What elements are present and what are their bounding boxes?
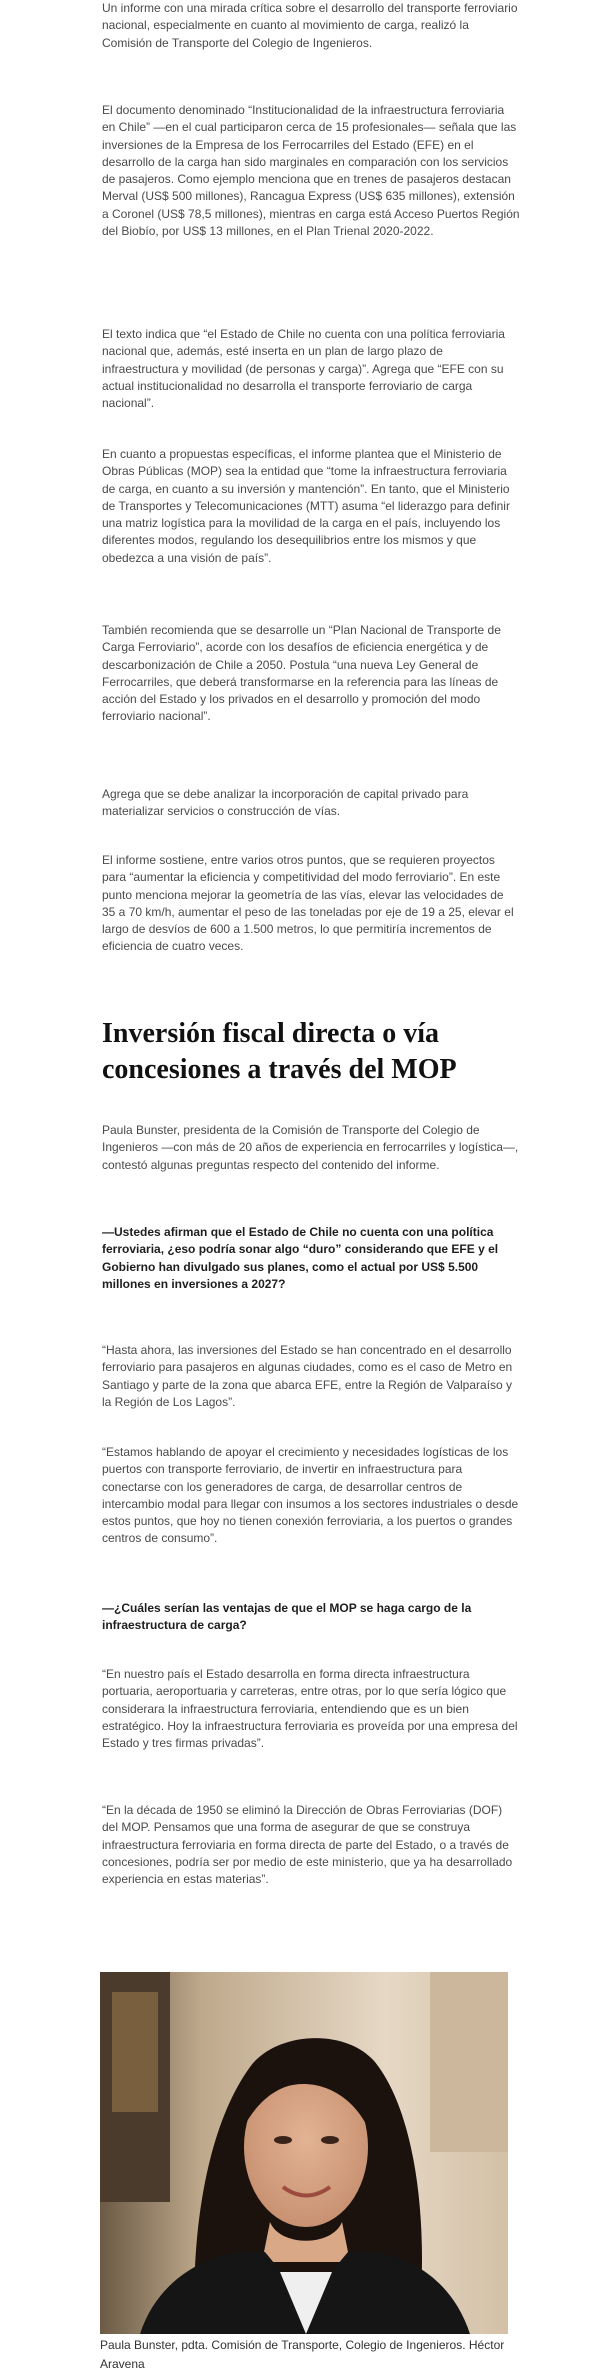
question-2: —¿Cuáles serían las ventajas de que el MOP se haga cargo de la infraestructura de carga? xyxy=(102,1601,472,1633)
answer-1b: “Estamos hablando de apoyar el crecimiento y necesidades logísticas de los puertos con transporte ferroviario, de invertir en infraestructura para conectarse con los generadores de carga, de desarrollar centros de intercambio modal para llegar con insumos a los sectores industriales o desde estos puntos, que hoy no tienen conexión ferroviaria, a los puertos o grandes centros de consumo”. xyxy=(102,1445,519,1546)
portrait-illustration xyxy=(100,1972,508,2334)
answer-1a: “Hasta ahora, las inversiones del Estado se han concentrado en el desarrollo ferroviario para pasajeros en algunas ciudades, como es el caso de Metro en Santiago y parte de la zona que abarca EFE, entre la Región de Valparaíso y la Región de Los Lagos”. xyxy=(102,1343,513,1409)
interview-intro: Paula Bunster, presidenta de la Comisión de Transporte del Colegio de Ingenieros —con más de 20 años de experiencia en ferrocarriles y logística—, contestó algunas preguntas respecto del contenido del informe. xyxy=(102,1123,519,1172)
intro-paragraph-1: Un informe con una mirada crítica sobre el desarrollo del transporte ferroviario nacional, especialmente en cuanto al movimiento de carga, realizó la Comisión de Transporte del Colegio de Ingenieros. xyxy=(102,1,518,50)
intro-paragraph-3: El texto indica que “el Estado de Chile no cuenta con una política ferroviaria nacional que, además, esté inserta en un plan de largo plazo de infraestructura y movilidad (de personas y carga)”. Agrega que “EFE con su actual institucionalidad no desarrolla el transporte ferroviario de carga nacional”. xyxy=(102,327,505,411)
intro-paragraph-7: El informe sostiene, entre varios otros puntos, que se requieren proyectos para “aumentar la eficiencia y competitividad del modo ferroviario”. En este punto menciona mejorar la geometría de las vías, elevar las velocidades de 35 a 70 km/h, aumentar el peso de las toneladas por eje de 19 a 25, elevar el largo de desvíos de 600 a 1.500 metros, lo que permitiría incrementos de eficiencia de cuatro veces. xyxy=(102,853,514,954)
section-heading: Inversión fiscal directa o vía concesiones a través del MOP xyxy=(102,1018,457,1085)
portrait-photo xyxy=(100,1972,508,2334)
answer-2a: “En nuestro país el Estado desarrolla en forma directa infraestructura portuaria, aeroportuaria y carreteras, entre otras, por lo que sería lógico que considerara la infraestructura ferroviaria, entendiendo que es un bien estratégico. Hoy la infraestructura ferroviaria es proveída por una empresa del Estado y tres firmas privadas”. xyxy=(102,1667,518,1751)
question-1: —Ustedes afirman que el Estado de Chile no cuenta con una política ferroviaria, ¿eso podría sonar algo “duro” considerando que EFE y el Gobierno han divulgado sus planes, como el actual por US$ 5.500 millones en inversiones a 2027? xyxy=(102,1225,499,1291)
intro-paragraph-4: En cuanto a propuestas específicas, el informe plantea que el Ministerio de Obras Públicas (MOP) sea la entidad que “tome la infraestructura ferroviaria de carga, en cuanto a su inversión y mantención”. En tanto, que el Ministerio de Transportes y Telecomunicaciones (MTT) asuma “el liderazgo para definir una matriz logística para la movilidad de la carga en el país, incluyendo los diferentes modos, regulando los desequilibrios entre los mismos y que obedezca a una visión de país”. xyxy=(102,447,510,565)
intro-paragraph-5: También recomienda que se desarrolle un “Plan Nacional de Transporte de Carga Ferroviario”, acorde con los desafíos de eficiencia energética y de descarbonización de Chile a 2050. Postula “una nueva Ley General de Ferrocarriles, que deberá transformarse en la referencia para las líneas de acción del Estado y los privados en el desarrollo y promoción del modo ferroviario nacional”. xyxy=(102,623,501,724)
answer-2b: “En la década de 1950 se eliminó la Dirección de Obras Ferroviarias (DOF) del MOP. Pensamos que una forma de asegurar de que se construya infraestructura ferroviaria en forma directa de parte del Estado, o a través de concesiones, podría ser por medio de este ministerio, que ya ha desarrollado experiencia en estas materias”. xyxy=(102,1803,513,1887)
intro-paragraph-6: Agrega que se debe analizar la incorporación de capital privado para materializar servicios o construcción de vías. xyxy=(102,787,469,819)
intro-paragraph-2: El documento denominado “Institucionalidad de la infraestructura ferroviaria en Chile” —en el cual participaron cerca de 15 profesionales— señala que las inversiones de la Empresa de los Ferrocarriles del Estado (EFE) en el desarrollo de la carga han sido marginales en comparación con los servicios de pasajeros. Como ejemplo menciona que en trenes de pasajeros destacan Merval (US$ 500 millones), Rancagua Express (US$ 635 millones), extensión a Coronel (US$ 78,5 millones), mientras en carga está Acceso Puertos Región del Biobío, por US$ 13 millones, en el Plan Trienal 2020-2022. xyxy=(102,103,520,239)
photo-caption: Paula Bunster, pdta. Comisión de Transporte, Colegio de Ingenieros. Héctor Aravena xyxy=(100,2338,505,2371)
